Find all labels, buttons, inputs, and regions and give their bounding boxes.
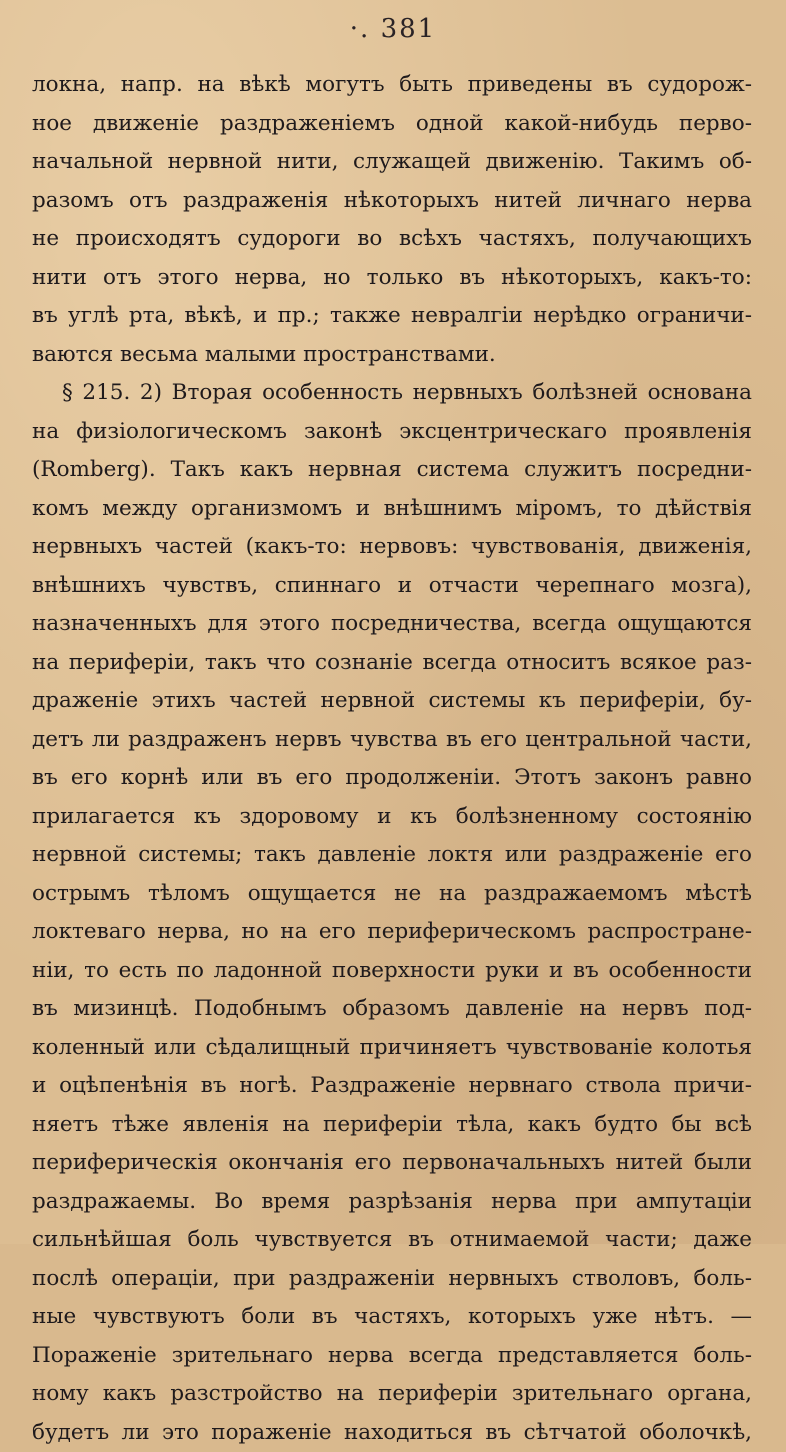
- text-line: острымъ тѣломъ ощущается не на раздражаемомъ мѣстѣ: [32, 875, 752, 914]
- text-line: раздражаемы. Во время разрѣзанiя нерва при ампутацiи: [32, 1183, 752, 1222]
- text-line: ные чувствуютъ боли въ частяхъ, которыхъ уже нѣтъ. —: [32, 1298, 752, 1337]
- text-line: Пораженiе зрительнаго нерва всегда представляется боль-: [32, 1337, 752, 1376]
- text-line: коленный или сѣдалищный причиняетъ чувствованiе колотья: [32, 1029, 752, 1068]
- text-line: начальной нервной нити, служащей движенiю. Такимъ об-: [32, 143, 752, 182]
- text-line: § 215. 2) Вторая особенность нервныхъ болѣзней основана: [32, 374, 752, 413]
- text-line: няетъ тѣже явленiя на периферiи тѣла, какъ будто бы всѣ: [32, 1106, 752, 1145]
- text-line: периферическiя окончанiя его первоначальныхъ нитей были: [32, 1144, 752, 1183]
- text-line: на периферiи, такъ что сознанiе всегда относитъ всякое раз-: [32, 644, 752, 683]
- text-line: локтеваго нерва, но на его периферическомъ распростране-: [32, 913, 752, 952]
- text-line: и оцѣпенѣнiя въ ногѣ. Раздраженiе нервнаго ствола причи-: [32, 1067, 752, 1106]
- text-line: нервной системы; такъ давленiе локтя или раздраженiе его: [32, 836, 752, 875]
- text-line: прилагается къ здоровому и къ болѣзненному состоянiю: [32, 798, 752, 837]
- page-number: ·. 381: [0, 14, 786, 44]
- text-line: драженiе этихъ частей нервной системы къ периферiи, бу-: [32, 682, 752, 721]
- text-line: детъ ли раздраженъ нервъ чувства въ его центральной части,: [32, 721, 752, 760]
- text-line: комъ между организмомъ и внѣшнимъ мiромъ, то дѣйствiя: [32, 490, 752, 529]
- text-line: послѣ операцiи, при раздраженiи нервныхъ стволовъ, боль-: [32, 1260, 752, 1299]
- text-line: въ углѣ рта, вѣкѣ, и пр.; также невралгiи нерѣдко ограничи-: [32, 297, 752, 336]
- text-line: на физiологическомъ законѣ эксцентрическаго проявленiя: [32, 413, 752, 452]
- text-body: [32, 66, 752, 1452]
- text-line: не происходятъ судороги во всѣхъ частяхъ, получающихъ: [32, 220, 752, 259]
- text-line: въ мизинцѣ. Подобнымъ образомъ давленiе на нервъ под-: [32, 990, 752, 1029]
- text-line: (Romberg). Такъ какъ нервная система служитъ посредни-: [32, 451, 752, 490]
- text-line: разомъ отъ раздраженiя нѣкоторыхъ нитей личнаго нерва: [32, 182, 752, 221]
- text-line: нити отъ этого нерва, но только въ нѣкоторыхъ, какъ-то:: [32, 259, 752, 298]
- text-line: локна, напр. на вѣкѣ могутъ быть приведены въ судорож-: [32, 66, 752, 105]
- text-line: будетъ ли это пораженiе находиться въ сѣтчатой оболочкѣ,: [32, 1414, 752, 1452]
- text-line: въ его корнѣ или въ его продолженiи. Этотъ законъ равно: [32, 759, 752, 798]
- text-line: сильнѣйшая боль чувствуется въ отнимаемой части; даже: [32, 1221, 752, 1260]
- text-line: назначенныхъ для этого посредничества, всегда ощущаются: [32, 605, 752, 644]
- text-line: нервныхъ частей (какъ-то: нервовъ: чувствованiя, движенiя,: [32, 528, 752, 567]
- text-line: нiи, то есть по ладонной поверхности руки и въ особенности: [32, 952, 752, 991]
- text-line: ному какъ разстройство на периферiи зрительнаго органа,: [32, 1375, 752, 1414]
- text-line: ное движенiе раздраженiемъ одной какой-нибудь перво-: [32, 105, 752, 144]
- text-line: ваются весьма малыми пространствами.: [32, 336, 752, 375]
- text-line: внѣшнихъ чувствъ, спиннаго и отчасти черепнаго мозга),: [32, 567, 752, 606]
